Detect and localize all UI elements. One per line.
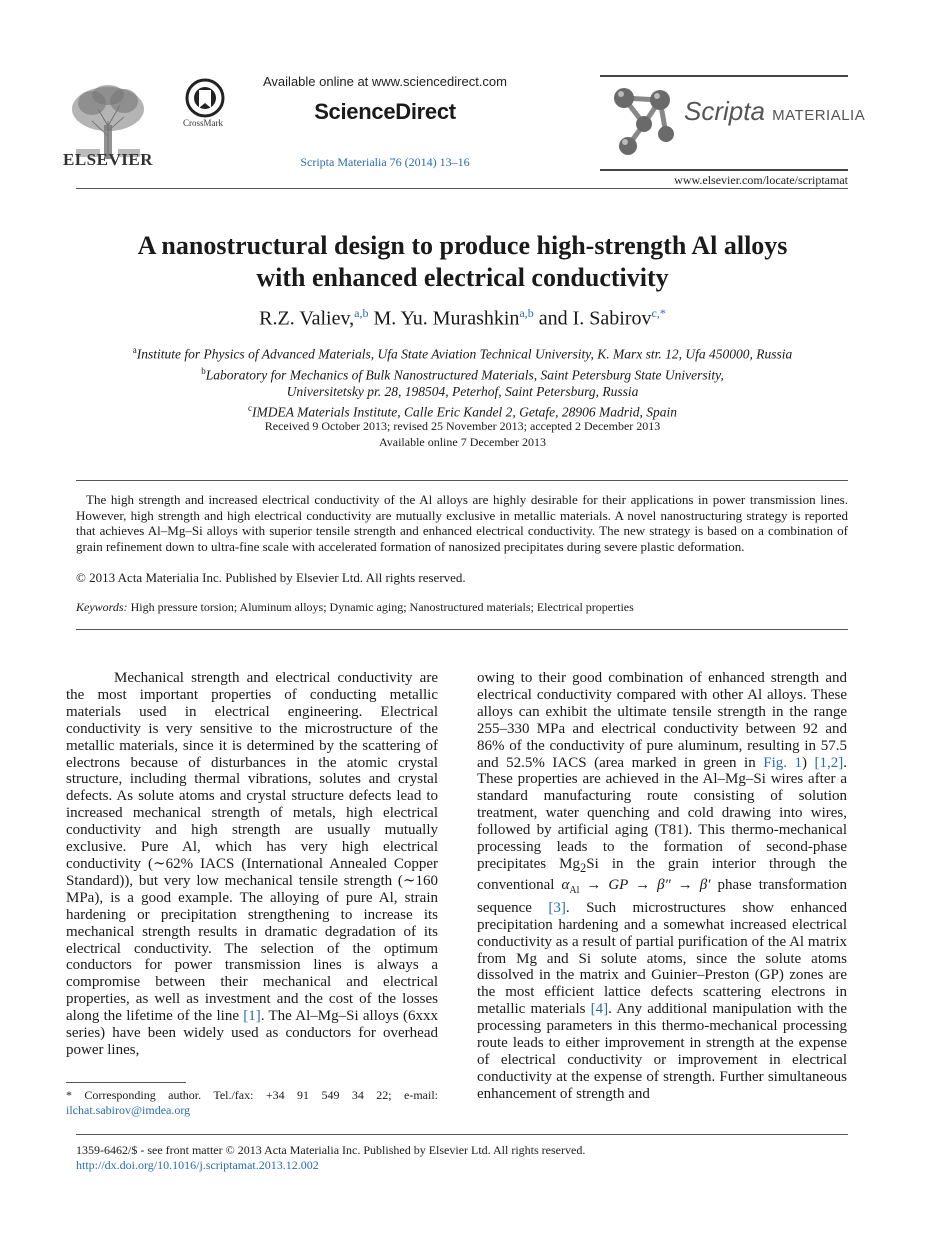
available-online: Available online at www.sciencedirect.com	[263, 74, 507, 89]
math-subscript: Al	[569, 884, 580, 896]
body-text: phase transformation sequence	[477, 876, 848, 916]
affiliation-text: IMDEA Materials Institute, Calle Eric Kandel 2, Getafe, 28906 Madrid, Spain	[252, 404, 677, 420]
body-paragraph: Mechanical strength and electrical conductivity are the most important properties of conducting metallic materials used in electrical engineering. Electrical conductivity is very sensitive to the microstructure of the metallic materials, since it is determined by the scattering of electrons because of disturbances in the atomic crystal structure, including thermal vibrations, solutes and crystal defects. As solute atoms and crystal structure defects lead to increased mechanical strength of metals, high electrical conductivity and high strength are usually mutually exclusive. Pure Al, which has very high electrical conductivity (∼62% IACS (International Annealed Copper Standard)), but very low mechanical tensile strength (∼160 MPa), is a good example. The alloying of pure Al, strain hardening or precipitation strengthening to increase its mechanical strength results in dramatic degradation of its electrical conductivity. The selection of the optimum conductors for power transmission lines is always a compromise between their mechanical and electrical properties, as well as investment and the cost of the losses along the lifetime of the line	[66, 670, 438, 1025]
body-text: owing to their good combination of enhanced strength and electrical conductivity compared with other Al alloys. These alloys can exhibit the ultimate tensile strength in the range 255–330 MPa and electrical conductivity between 92 and 86% of the conductivity of pure aluminum, resulting in 57.5 and 52.5% IACS (area marked in green in	[477, 670, 847, 771]
math-symbol: α	[561, 876, 570, 893]
abstract-top-rule	[76, 480, 848, 481]
journal-name-main: Scripta	[684, 96, 765, 126]
article-dates	[60, 418, 865, 450]
crossmark-label: CrossMark	[183, 118, 223, 128]
affiliations	[60, 342, 865, 421]
affiliation-text: Institute for Physics of Advanced Materials, Ufa State Aviation Technical University, K. Marx str. 12, Ufa 450000, Russia	[136, 346, 793, 362]
author-name: R.Z. Valiev,	[259, 307, 355, 330]
affiliation-text: Universitetsky pr. 28, 198504, Peterhof, Saint Petersburg, Russia	[286, 384, 639, 399]
publisher-wordmark: ELSEVIER	[63, 150, 153, 169]
reference-link[interactable]: [4]	[590, 1001, 609, 1018]
title-line-2: with enhanced electrical conductivity	[256, 263, 669, 292]
keywords-list: High pressure torsion; Aluminum alloys; Dynamic aging; Nanostructured materials; Electrical properties	[130, 600, 634, 614]
abstract-copyright: © 2013 Acta Materialia Inc. Published by Elsevier Ltd. All rights reserved.	[76, 570, 466, 585]
article-title	[60, 230, 865, 294]
crossmark-icon[interactable]	[180, 78, 230, 118]
author-affiliation-mark[interactable]: c,*	[651, 306, 666, 320]
author-name: and I. Sabirov	[538, 307, 652, 330]
abstract-text: The high strength and increased electrical conductivity of the Al alloys are highly desirable for their applications in power transmission lines. However, high strength and high electrical conductivity are mutually exclusive in metallic materials. A novel nanostructuring strategy is reported that achieves Al–Mg–Si alloys with superior tensile strength and enhanced electrical conductivity. The new strategy is based on a combination of grain refinement down to ultra-fine scale with accelerated formation of nanosized precipitates during severe plastic deformation.	[76, 492, 848, 554]
footer-rule	[76, 1134, 848, 1135]
affiliation-mark: a	[132, 345, 137, 355]
reference-link[interactable]: [3]	[548, 899, 566, 916]
molecule-icon	[608, 82, 678, 160]
author-affiliation-mark[interactable]: a,b	[354, 306, 369, 320]
math-sequence: → GP → β″ → β′	[579, 876, 711, 893]
body-text: Si in the grain interior through the conventional	[477, 855, 847, 893]
keywords	[76, 600, 848, 615]
keywords-label: Keywords:	[76, 600, 128, 614]
received-dates: Received 9 October 2013; revised 25 November 2013; accepted 2 December 2013	[264, 419, 661, 433]
footnote-text: Corresponding author. Tel./fax: +34 91 549 34 22; e-mail:	[84, 1088, 438, 1102]
body-column-left	[66, 670, 438, 1059]
author-affiliation-mark[interactable]: a,b	[519, 306, 534, 320]
author-name: M. Yu. Murashkin	[373, 307, 520, 330]
journal-citation[interactable]: Scripta Materialia 76 (2014) 13–16	[300, 155, 470, 169]
corresponding-author-footnote	[66, 1088, 438, 1118]
body-column-right: owing to their good combination of enhanced strength and electrical conductivity compared with other Al alloys. These alloys can exhibit the ultimate tensile strength in the range 255–330 MPa and electrical conductivity between 92 and 86% of the conductivity of pure aluminum, resulting in 57.5 and 52.5% IACS (area marked in green in Fig. 1) [1,2]. These properties are achieved in the Al–Mg–Si wires after a standard manufacturing route consisting of solution treatment, water quenching and cold drawing into wires, followed by artificial aging (T81). This thermo-mechanical processing leads to the formation of second-phase precipitates $Mg_2Si$ in the grain interior through the conventional $\alpha_{Al}$ → GP → β″ → β′ phase transformation sequence [3]. Such microstructures show enhanced precipitation hardening and a somewhat increased electrical conductivity as a result of partial purification of the Al matrix from Mg and Si solute atoms, since the solute atoms dissolved in the matrix and Guinier–Preston (GP) zones are the most efficient lattice defects scattering electrons in metallic materials [4]. Any additional manipulation with the processing parameters in this thermo-mechanical processing route leads to either improvement in strength at the expense of electrical conductivity or improvement in electrical conductivity at the expense of strength. Further simultaneous enhancement of strength and	[477, 670, 848, 1102]
affiliation-mark: b	[201, 365, 206, 376]
title-line-1: A nanostructural design to produce high-strength Al alloys	[137, 231, 788, 260]
reference-link[interactable]: [1,2]	[814, 754, 844, 771]
affiliation-mark: c	[248, 403, 253, 413]
header-divider	[76, 188, 848, 189]
body-text: . Any additional manipulation with the processing parameters in this thermo-mechanical processing route leads to either improvement in strength at the expense of electrical conductivity or improvement in electrical conductivity at the expense of strength. Further simultaneous enhancement of strength and	[477, 1001, 847, 1102]
affiliation-line	[60, 383, 865, 400]
author-list	[60, 306, 865, 331]
journal-url[interactable]: www.elsevier.com/locate/scriptamat	[674, 173, 848, 187]
issn-line: 1359-6462/$ - see front matter © 2013 Acta Materialia Inc. Published by Elsevier Ltd. All rights reserved.	[76, 1143, 586, 1157]
sciencedirect-logo[interactable]: ScienceDirect	[314, 99, 456, 124]
reference-link[interactable]: [1]	[243, 1008, 261, 1025]
doi-link[interactable]: http://dx.doi.org/10.1016/j.scriptamat.2013.12.002	[76, 1158, 319, 1172]
affiliation-line	[60, 363, 865, 384]
online-date: Available online 7 December 2013	[378, 435, 547, 449]
figure-link[interactable]: Fig. 1	[763, 754, 803, 771]
footnote-mark: *	[66, 1088, 72, 1102]
body-text: . Such microstructures show enhanced precipitation hardening and a somewhat increased electrical conductivity as a result of partial purification of the Al matrix from Mg and Si solute atoms, since the solute atoms dissolved in the matrix and Guinier–Preston (GP) zones are the most efficient lattice defects scattering electrons in metallic materials	[477, 899, 847, 1018]
email-link[interactable]: ilchat.sabirov@imdea.org	[66, 1103, 191, 1117]
journal-name	[684, 96, 865, 127]
body-text: . These properties are achieved in the Al–Mg–Si wires after a standard manufacturing route consisting of solution treatment, water quenching and cold drawing into wires, followed by artificial aging (T81). This thermo-mechanical processing leads to the formation of second-phase precipitates Mg	[477, 754, 848, 872]
body-text: . The Al–Mg–Si alloys (6xxx series) have been widely used as conductors for overhead power lines,	[66, 1008, 438, 1058]
journal-name-suffix: MATERIALIA	[772, 107, 866, 124]
subscript: 2	[580, 860, 587, 875]
affiliation-line	[60, 342, 865, 363]
abstract-bottom-rule	[76, 629, 848, 630]
footnote-rule	[66, 1082, 186, 1083]
affiliation-text: Laboratory for Mechanics of Bulk Nanostructured Materials, Saint Petersburg State University,	[205, 367, 724, 382]
